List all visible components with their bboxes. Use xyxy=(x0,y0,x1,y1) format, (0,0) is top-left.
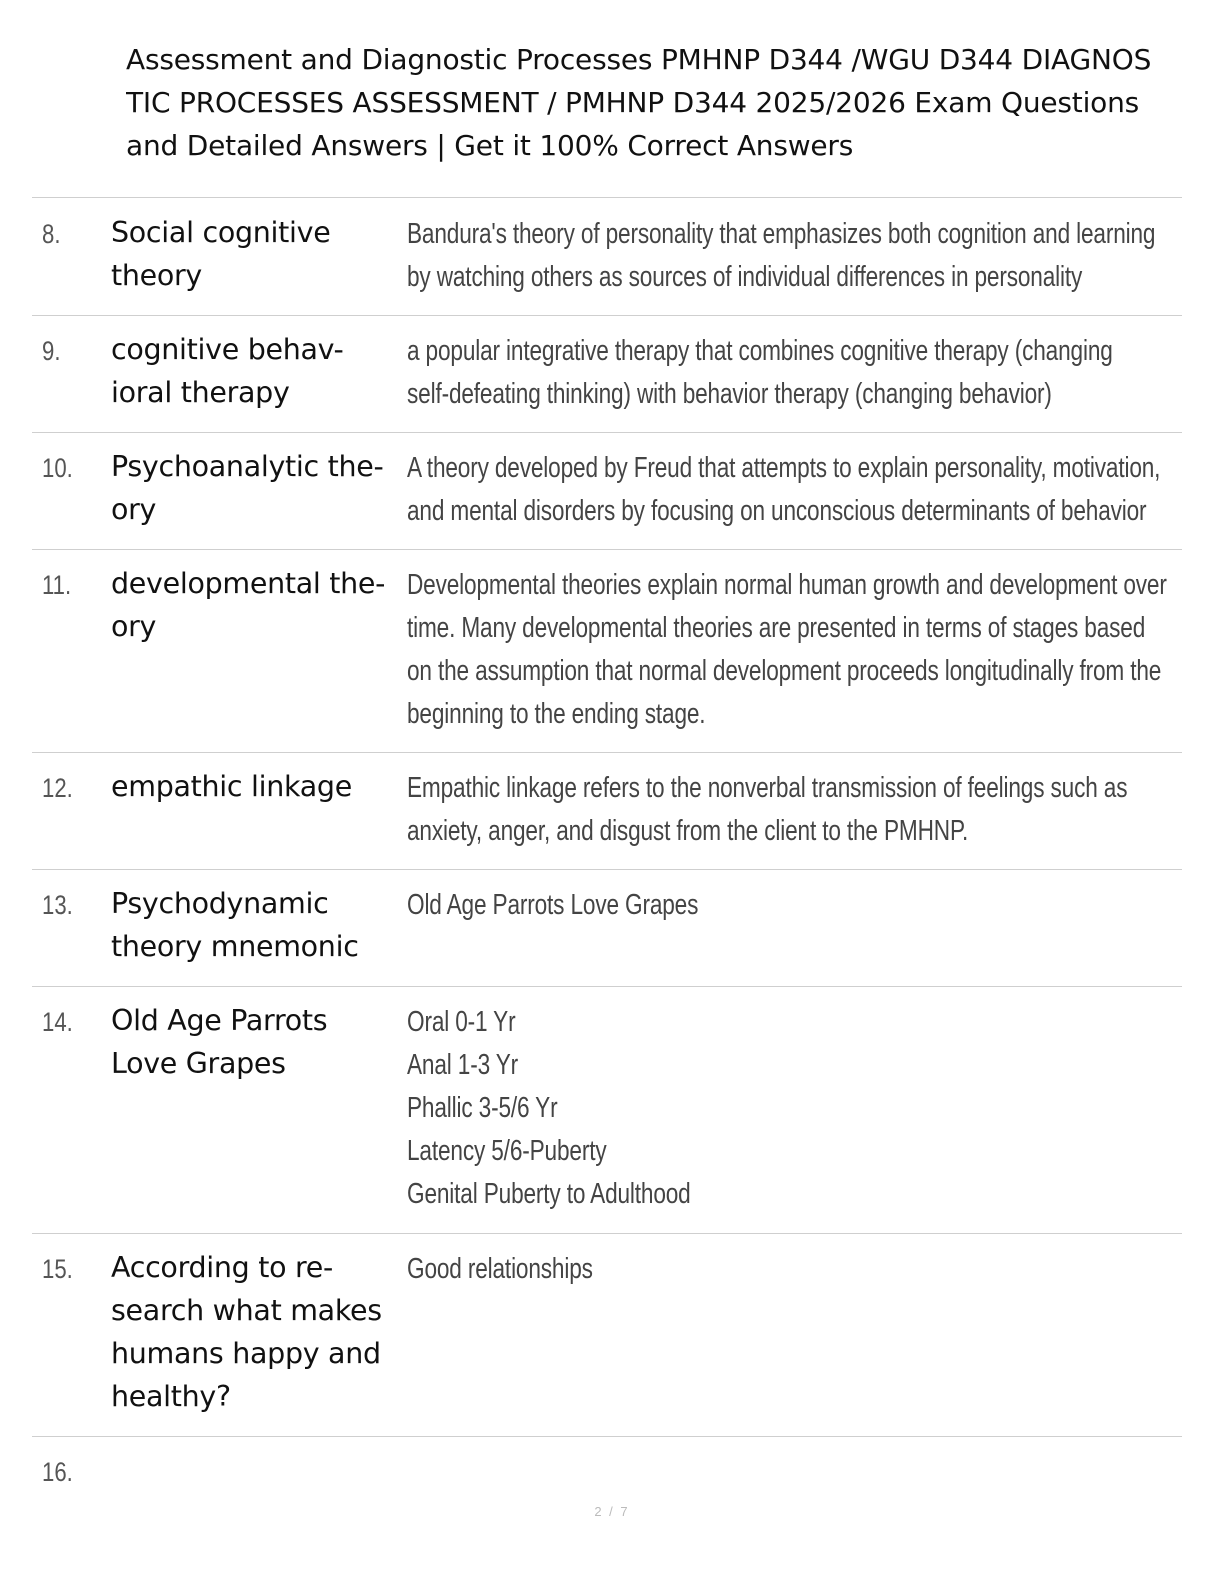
term-line: Love Grapes xyxy=(111,1047,286,1080)
row-number: 8. xyxy=(42,219,61,249)
title-line-3: and Detailed Answers | Get it 100% Correct Answers xyxy=(126,129,854,162)
definition-line: beginning to the ending stage. xyxy=(407,698,706,730)
term-line: Psychodynamic xyxy=(111,887,329,920)
definition-line: self-defeating thinking) with behavior therapy (changing behavior) xyxy=(407,378,1052,410)
term-line: developmental the- xyxy=(111,567,386,600)
term-line: ioral therapy xyxy=(111,376,290,409)
term-line: ory xyxy=(111,493,157,526)
row-number: 14. xyxy=(42,1007,73,1037)
definition-line: Empathic linkage refers to the nonverbal transmission of feelings such as xyxy=(407,772,1128,804)
definition-line: on the assumption that normal development proceeds longitudinally from the xyxy=(407,655,1162,687)
row-number: 16. xyxy=(42,1457,73,1487)
term-line: theory xyxy=(111,259,202,292)
definition xyxy=(407,213,1155,299)
term-line: Psychoanalytic the- xyxy=(111,450,384,483)
row-number: 13. xyxy=(42,890,73,920)
table-row xyxy=(32,199,1182,316)
page-number: 2 / 7 xyxy=(594,1504,630,1519)
definition-line: Good relationships xyxy=(407,1253,593,1285)
term-line: search what makes xyxy=(111,1294,382,1327)
definition-line: Genital Puberty to Adulthood xyxy=(407,1178,691,1210)
definition xyxy=(407,884,698,927)
row-number: 15. xyxy=(42,1254,73,1284)
table-row xyxy=(32,433,1182,550)
definition-line: Old Age Parrots Love Grapes xyxy=(407,889,699,921)
definition-line: A theory developed by Freud that attempts to explain personality, motivation, xyxy=(407,452,1161,484)
flashcard-table xyxy=(32,199,1182,1507)
term xyxy=(111,999,406,1085)
definition-line: anxiety, anger, and disgust from the client to the PMHNP. xyxy=(407,815,969,847)
title-line-1: Assessment and Diagnostic Processes PMHNP D344 /WGU D344 DIAGNOS xyxy=(126,43,1152,76)
term xyxy=(111,882,406,968)
term xyxy=(111,765,406,808)
term-line: ory xyxy=(111,610,157,643)
term-line: According to re- xyxy=(111,1251,333,1284)
term xyxy=(111,445,406,531)
term-line: Social cognitive xyxy=(111,216,331,249)
definition-line: Latency 5/6-Puberty xyxy=(407,1135,607,1167)
definition-line: by watching others as sources of individual differences in personality xyxy=(407,261,1083,293)
table-row xyxy=(32,870,1182,987)
table-row xyxy=(32,1437,1182,1507)
top-divider xyxy=(32,197,1182,198)
term-line: humans happy and xyxy=(111,1337,381,1370)
definition-line: Phallic 3-5/6 Yr xyxy=(407,1092,558,1124)
row-number: 11. xyxy=(42,570,72,600)
row-number: 9. xyxy=(42,336,61,366)
term xyxy=(111,211,406,297)
term xyxy=(111,1246,406,1418)
term-line: cognitive behav- xyxy=(111,333,344,366)
term xyxy=(111,562,406,648)
term-line: healthy? xyxy=(111,1380,231,1413)
definition-line: time. Many developmental theories are presented in terms of stages based xyxy=(407,612,1146,644)
definition-line: a popular integrative therapy that combines cognitive therapy (changing xyxy=(407,335,1113,367)
table-row xyxy=(32,316,1182,433)
definition-line: Oral 0-1 Yr xyxy=(407,1006,516,1038)
definition-line: Anal 1-3 Yr xyxy=(407,1049,519,1081)
definition xyxy=(407,447,1160,533)
table-row xyxy=(32,987,1182,1234)
definition xyxy=(407,564,1167,736)
definition xyxy=(407,1248,593,1291)
definition-line: and mental disorders by focusing on unconscious determinants of behavior xyxy=(407,495,1147,527)
definition-line: Developmental theories explain normal human growth and development over xyxy=(407,569,1167,601)
table-row xyxy=(32,1234,1182,1437)
term-line: theory mnemonic xyxy=(111,930,359,963)
document-title xyxy=(126,38,1224,167)
definition xyxy=(407,330,1113,416)
definition xyxy=(407,767,1127,853)
term-line: Old Age Parrots xyxy=(111,1004,328,1037)
table-row xyxy=(32,753,1182,870)
table-row xyxy=(32,550,1182,753)
title-line-2: TIC PROCESSES ASSESSMENT / PMHNP D344 2025/2026 Exam Questions xyxy=(126,86,1140,119)
row-number: 10. xyxy=(42,453,73,483)
row-number: 12. xyxy=(42,773,73,803)
definition xyxy=(407,1001,691,1216)
term-line: empathic linkage xyxy=(111,770,352,803)
definition-line: Bandura's theory of personality that emphasizes both cognition and learning xyxy=(407,218,1156,250)
term xyxy=(111,328,406,414)
